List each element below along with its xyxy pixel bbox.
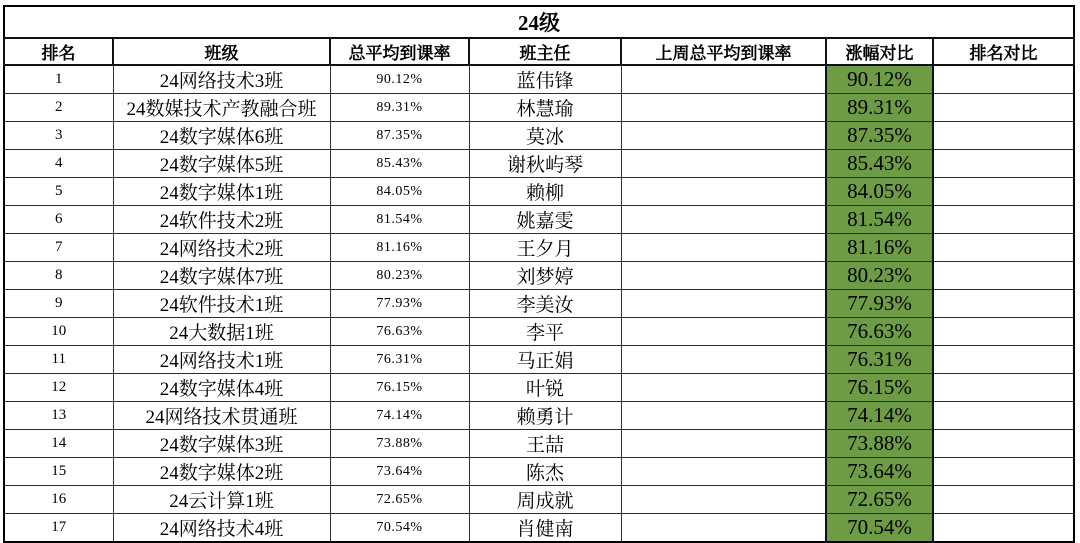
table-row	[4, 346, 1074, 374]
cell-last-week-rate[interactable]	[621, 346, 826, 374]
cell-rank-change[interactable]	[933, 290, 1074, 318]
attendance-table	[3, 5, 1075, 543]
table-row	[4, 290, 1074, 318]
cell-class[interactable]: 24数字媒体3班	[113, 430, 330, 458]
table-row	[4, 402, 1074, 430]
cell-avg-rate[interactable]: 76.15%	[330, 374, 469, 402]
cell-rank[interactable]: 16	[4, 486, 113, 514]
cell-avg-rate[interactable]: 74.14%	[330, 402, 469, 430]
cell-avg-rate[interactable]: 81.16%	[330, 234, 469, 262]
cell-avg-rate[interactable]: 87.35%	[330, 122, 469, 150]
cell-class[interactable]: 24数字媒体7班	[113, 262, 330, 290]
cell-rank[interactable]: 6	[4, 206, 113, 234]
cell-teacher[interactable]: 李平	[469, 318, 621, 346]
cell-rank[interactable]: 4	[4, 150, 113, 178]
cell-rank[interactable]: 9	[4, 290, 113, 318]
table-body	[4, 65, 1074, 542]
cell-change[interactable]: 72.65%	[826, 486, 933, 514]
cell-avg-rate[interactable]: 89.31%	[330, 94, 469, 122]
cell-teacher[interactable]: 林慧瑜	[469, 94, 621, 122]
cell-rank-change[interactable]	[933, 486, 1074, 514]
cell-class[interactable]: 24网络技术3班	[113, 65, 330, 94]
cell-rank[interactable]: 13	[4, 402, 113, 430]
cell-teacher[interactable]: 陈杰	[469, 458, 621, 486]
cell-teacher[interactable]: 蓝伟锋	[469, 65, 621, 94]
cell-teacher[interactable]: 周成就	[469, 486, 621, 514]
table-row	[4, 65, 1074, 94]
cell-last-week-rate[interactable]	[621, 150, 826, 178]
cell-change[interactable]: 73.88%	[826, 430, 933, 458]
cell-rank[interactable]: 1	[4, 65, 113, 94]
cell-avg-rate[interactable]: 77.93%	[330, 290, 469, 318]
cell-class[interactable]: 24软件技术2班	[113, 206, 330, 234]
cell-change[interactable]: 81.16%	[826, 234, 933, 262]
cell-change[interactable]: 76.63%	[826, 318, 933, 346]
cell-rank-change[interactable]	[933, 458, 1074, 486]
cell-last-week-rate[interactable]	[621, 206, 826, 234]
header-row	[4, 38, 1074, 65]
cell-rank[interactable]: 12	[4, 374, 113, 402]
cell-teacher[interactable]: 赖勇计	[469, 402, 621, 430]
cell-rank[interactable]: 8	[4, 262, 113, 290]
cell-teacher[interactable]: 王喆	[469, 430, 621, 458]
cell-rank[interactable]: 15	[4, 458, 113, 486]
col-header-teacher[interactable]: 班主任	[469, 38, 621, 65]
cell-avg-rate[interactable]: 73.88%	[330, 430, 469, 458]
cell-class[interactable]: 24数媒技术产教融合班	[113, 94, 330, 122]
cell-class[interactable]: 24数字媒体1班	[113, 178, 330, 206]
cell-last-week-rate[interactable]	[621, 122, 826, 150]
cell-rank[interactable]: 7	[4, 234, 113, 262]
cell-class[interactable]: 24云计算1班	[113, 486, 330, 514]
cell-change[interactable]: 73.64%	[826, 458, 933, 486]
table-row	[4, 318, 1074, 346]
cell-class[interactable]: 24网络技术2班	[113, 234, 330, 262]
table-row	[4, 150, 1074, 178]
cell-rank-change[interactable]	[933, 122, 1074, 150]
cell-teacher[interactable]: 李美汝	[469, 290, 621, 318]
cell-change[interactable]: 89.31%	[826, 94, 933, 122]
cell-last-week-rate[interactable]	[621, 514, 826, 543]
cell-rank-change[interactable]	[933, 234, 1074, 262]
cell-teacher[interactable]: 姚嘉雯	[469, 206, 621, 234]
cell-change[interactable]: 81.54%	[826, 206, 933, 234]
col-header-rank-change[interactable]: 排名对比	[933, 38, 1074, 65]
cell-change[interactable]: 77.93%	[826, 290, 933, 318]
cell-rank[interactable]: 10	[4, 318, 113, 346]
table-row	[4, 234, 1074, 262]
cell-teacher[interactable]: 刘梦婷	[469, 262, 621, 290]
cell-last-week-rate[interactable]	[621, 178, 826, 206]
cell-last-week-rate[interactable]	[621, 94, 826, 122]
cell-rank-change[interactable]	[933, 262, 1074, 290]
cell-teacher[interactable]: 马正娟	[469, 346, 621, 374]
cell-avg-rate[interactable]: 81.54%	[330, 206, 469, 234]
cell-change[interactable]: 70.54%	[826, 514, 933, 543]
cell-avg-rate[interactable]: 72.65%	[330, 486, 469, 514]
cell-rank[interactable]: 17	[4, 514, 113, 543]
cell-class[interactable]: 24数字媒体6班	[113, 122, 330, 150]
cell-rank-change[interactable]	[933, 346, 1074, 374]
title-row	[4, 6, 1074, 38]
cell-avg-rate[interactable]: 84.05%	[330, 178, 469, 206]
cell-teacher[interactable]: 莫冰	[469, 122, 621, 150]
cell-teacher[interactable]: 赖柳	[469, 178, 621, 206]
cell-rank-change[interactable]	[933, 402, 1074, 430]
cell-class[interactable]: 24数字媒体4班	[113, 374, 330, 402]
table-row	[4, 206, 1074, 234]
col-header-class[interactable]: 班级	[113, 38, 330, 65]
cell-rank[interactable]: 5	[4, 178, 113, 206]
cell-rank-change[interactable]	[933, 514, 1074, 543]
cell-avg-rate[interactable]: 73.64%	[330, 458, 469, 486]
cell-change[interactable]: 76.31%	[826, 346, 933, 374]
cell-class[interactable]: 24网络技术贯通班	[113, 402, 330, 430]
cell-avg-rate[interactable]: 90.12%	[330, 65, 469, 94]
col-header-last-week-rate[interactable]: 上周总平均到课率	[621, 38, 826, 65]
table-row	[4, 486, 1074, 514]
cell-change[interactable]: 85.43%	[826, 150, 933, 178]
table-row	[4, 122, 1074, 150]
cell-last-week-rate[interactable]	[621, 234, 826, 262]
cell-rank[interactable]: 3	[4, 122, 113, 150]
cell-change[interactable]: 74.14%	[826, 402, 933, 430]
col-header-change[interactable]: 涨幅对比	[826, 38, 933, 65]
cell-rank[interactable]: 14	[4, 430, 113, 458]
col-header-avg-rate[interactable]: 总平均到课率	[330, 38, 469, 65]
cell-last-week-rate[interactable]	[621, 430, 826, 458]
cell-rank-change[interactable]	[933, 150, 1074, 178]
cell-rank-change[interactable]	[933, 65, 1074, 94]
sheet-title[interactable]: 24级	[4, 6, 1074, 38]
cell-rank-change[interactable]	[933, 94, 1074, 122]
cell-change[interactable]: 90.12%	[826, 65, 933, 94]
cell-class[interactable]: 24大数据1班	[113, 318, 330, 346]
cell-rank-change[interactable]	[933, 178, 1074, 206]
cell-last-week-rate[interactable]	[621, 402, 826, 430]
table-row	[4, 94, 1074, 122]
cell-change[interactable]: 84.05%	[826, 178, 933, 206]
cell-class[interactable]: 24软件技术1班	[113, 290, 330, 318]
cell-change[interactable]: 80.23%	[826, 262, 933, 290]
cell-class[interactable]: 24网络技术4班	[113, 514, 330, 543]
cell-last-week-rate[interactable]	[621, 458, 826, 486]
cell-avg-rate[interactable]: 76.63%	[330, 318, 469, 346]
cell-teacher[interactable]: 肖健南	[469, 514, 621, 543]
table-row	[4, 262, 1074, 290]
cell-class[interactable]: 24数字媒体2班	[113, 458, 330, 486]
cell-teacher[interactable]: 谢秋屿琴	[469, 150, 621, 178]
cell-rank-change[interactable]	[933, 318, 1074, 346]
cell-avg-rate[interactable]: 85.43%	[330, 150, 469, 178]
cell-rank[interactable]: 11	[4, 346, 113, 374]
table-row	[4, 514, 1074, 543]
cell-last-week-rate[interactable]	[621, 374, 826, 402]
cell-last-week-rate[interactable]	[621, 318, 826, 346]
cell-last-week-rate[interactable]	[621, 290, 826, 318]
col-header-rank[interactable]: 排名	[4, 38, 113, 65]
cell-rank-change[interactable]	[933, 374, 1074, 402]
cell-teacher[interactable]: 叶锐	[469, 374, 621, 402]
cell-avg-rate[interactable]: 70.54%	[330, 514, 469, 543]
table-row	[4, 430, 1074, 458]
cell-rank[interactable]: 2	[4, 94, 113, 122]
cell-change[interactable]: 87.35%	[826, 122, 933, 150]
cell-change[interactable]: 76.15%	[826, 374, 933, 402]
table-row	[4, 178, 1074, 206]
cell-rank-change[interactable]	[933, 430, 1074, 458]
cell-last-week-rate[interactable]	[621, 65, 826, 94]
cell-last-week-rate[interactable]	[621, 486, 826, 514]
cell-avg-rate[interactable]: 80.23%	[330, 262, 469, 290]
cell-last-week-rate[interactable]	[621, 262, 826, 290]
cell-rank-change[interactable]	[933, 206, 1074, 234]
cell-class[interactable]: 24网络技术1班	[113, 346, 330, 374]
cell-class[interactable]: 24数字媒体5班	[113, 150, 330, 178]
table-row	[4, 374, 1074, 402]
cell-teacher[interactable]: 王夕月	[469, 234, 621, 262]
table-row	[4, 458, 1074, 486]
cell-avg-rate[interactable]: 76.31%	[330, 346, 469, 374]
